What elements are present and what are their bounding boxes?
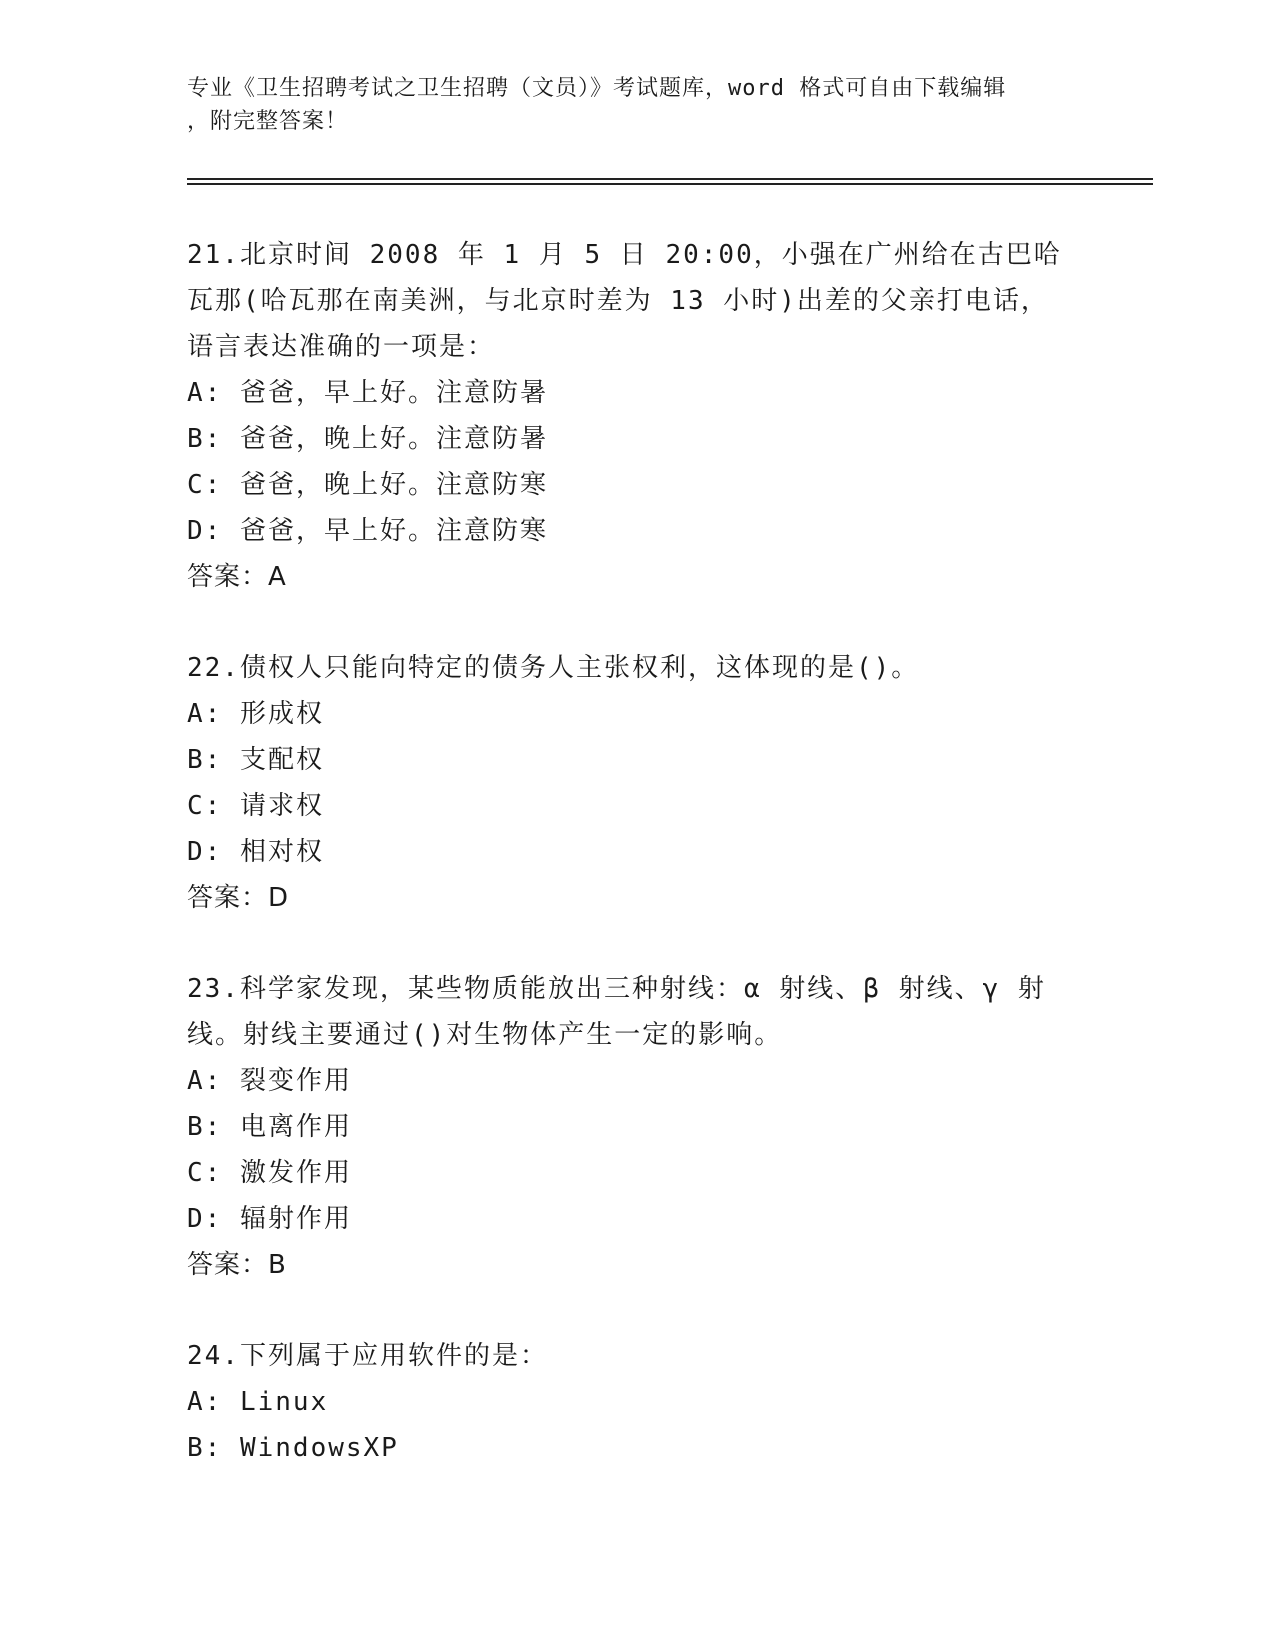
question-23 [187,966,1067,1288]
option-b: B: WindowsXP [187,1433,399,1463]
option-d: D: 相对权 [187,837,324,867]
answer-line: 答案：A [187,562,287,592]
question-text: 22.债权人只能向特定的债务人主张权利，这体现的是()。 [187,653,920,683]
header-line-1: 专业《卫生招聘考试之卫生招聘（文员）》考试题库，word 格式可自由下载编辑 [187,76,1007,101]
question-21 [187,232,1067,600]
question-list [187,232,1067,1516]
header-divider-top [187,178,1153,180]
option-a: A: 爸爸，早上好。注意防暑 [187,378,548,408]
option-c: C: 爸爸，晚上好。注意防寒 [187,470,548,500]
question-text: 24.下列属于应用软件的是： [187,1341,548,1371]
answer-line: 答案：B [187,1250,287,1280]
option-a: A: 裂变作用 [187,1066,352,1096]
option-a: A: 形成权 [187,699,324,729]
option-b: B: 电离作用 [187,1112,352,1142]
question-text: 21.北京时间 2008 年 1 月 5 日 20:00，小强在广州给在古巴哈瓦那(哈瓦那在南美洲，与北京时差为 13 小时)出差的父亲打电话，语言表达准确的一项是： [187,240,1062,362]
option-d: D: 爸爸，早上好。注意防寒 [187,516,548,546]
header-line-2: ，附完整答案！ [187,109,349,134]
option-c: C: 激发作用 [187,1158,352,1188]
option-c: C: 请求权 [187,791,324,821]
option-a: A: Linux [187,1387,329,1417]
document-header [187,72,1087,138]
option-b: B: 爸爸，晚上好。注意防暑 [187,424,548,454]
question-22 [187,645,1067,921]
header-divider-bottom [187,183,1153,185]
question-24 [187,1333,1067,1471]
question-text: 23.科学家发现，某些物质能放出三种射线：α 射线、β 射线、γ 射线。射线主要通过()对生物体产生一定的影响。 [187,974,1046,1050]
option-d: D: 辐射作用 [187,1204,352,1234]
answer-line: 答案：D [187,883,290,913]
option-b: B: 支配权 [187,745,324,775]
